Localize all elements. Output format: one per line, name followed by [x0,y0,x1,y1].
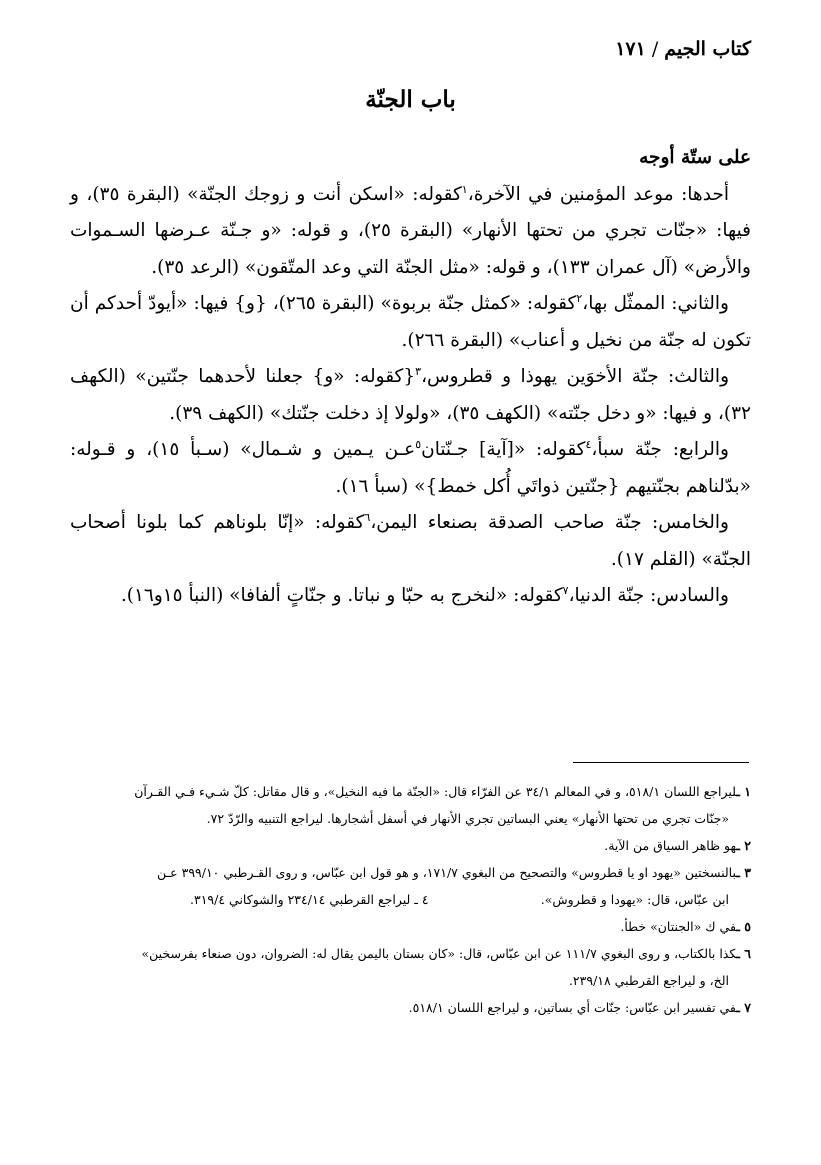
p5-line1b: كقوله: «إنّا بلوناهم كما بلونا أصحاب [70,512,365,533]
footnote-2 [70,832,751,859]
footnote-6-number: ٦ ـ [736,946,751,961]
footnote-1-continued: «جنّات تجري من تحتها الأنهار» يعني البساتين تجري الأنهار في أسفل أشجارها. ليراجع التنبيه والرّدّ ٧٢. [206,811,729,826]
intro-heading: على ستّة أوجه [639,147,751,168]
footnote-divider [573,762,749,763]
p4-line1: والرابع: جنّة سبأ، [591,439,729,460]
footnote-7-number: ٧ ـ [736,1000,751,1015]
footnote-ref-6[interactable]: ٦ [364,510,371,524]
paragraph-6 [70,578,751,615]
footnote-1 [70,778,751,805]
p6-line1b: كقوله: «لنخرج به حبّا و نباتا. و جنّاتٍ ألفافا» (النبأ ١٥و١٦). [120,585,563,606]
footnote-2-text: هو ظاهر السياق من الآية. [604,838,737,853]
p4-line2: «بدّلناهم بجنّتيهم {جنّتين ذواتَي أُكل خمط}» (سبأ ١٦). [335,475,751,497]
footnote-ref-5[interactable]: ٥ [415,437,422,451]
paragraph-2 [70,286,751,359]
footnote-4: ٤ ـ ليراجع القرطبي ٢٣٤/١٤ والشوكاني ٣١٩/٤. [190,892,429,907]
footnote-1-line1: ليراجع اللسان ٥١٨/١، و في المعالم ٣٤/١ عن الفرّاء قال: «الجنّة ما فيه النخيل»، و قال مقاتل: كلّ شـيء فـي القـرآن [134,784,737,799]
p2-line2: أن تكون له جنّة من نخيل و أعناب» (البقرة ٢٦٦). [70,293,751,351]
footnote-5-text: في ك «الجنتان» خطأ. [620,919,737,934]
footnote-ref-7[interactable]: ٧ [562,583,569,597]
paragraph-5 [70,505,751,578]
footnote-ref-1[interactable]: ١ [461,182,468,196]
footnote-7 [70,994,751,1021]
footnote-7-text: في تفسير ابن عبّاس: جنّات أي بساتين، و ليراجع اللسان ٥١٨/١. [408,1000,737,1015]
running-header [615,38,751,60]
paragraph-3 [70,359,751,432]
footnotes [70,778,751,1021]
chapter-title: باب الجنّة [365,86,456,113]
footnote-ref-2[interactable]: ٢ [576,291,583,305]
footnote-6-continued: الخ، و ليراجع القرطبي ٢٣٩/١٨. [568,973,729,988]
p1-line1: أحدها: موعد المؤمنين في الآخرة، [467,183,729,205]
p1-line3: والأرض» (آل عمران ١٣٣)، و قوله: «مثل الجنّة التي وعد المتّقون» (الرعد ٣٥). [151,256,751,278]
footnote-5 [70,913,751,940]
footnote-1-number: ١ ـ [736,784,751,799]
footnote-3-number: ٣ ـ [736,865,751,880]
footnote-5-number: ٥ ـ [736,919,751,934]
footnote-6 [70,940,751,967]
p1-line2: فيها: «جنّات تجري من تحتها الأنهار» (البقرة ٢٥)، و قوله: «و جـنّة عـرضها السـموات [70,220,751,241]
p4-line1b: كقوله: «[آية] جـنّتان [421,439,586,460]
p4-line1c: عـن يـمين و شـمال» (سـبأ ١٥)، و قـوله: [70,439,416,460]
p3-line1: والثالث: جنّة الأخوَين يهوذا و قطروس، [421,366,730,387]
paragraph-4 [70,432,751,505]
header-separator: / [651,38,659,60]
p2-line1: والثاني: الممثّل بها، [582,293,729,314]
footnote-3-line1: بالنسختين «يهود او يا قطروس» والتصحيح من البغوي ١٧١/٧، و هو قول ابن عبّاس، و روى القـرطبي ٣٩٩/١٠ عـن [157,865,737,880]
footnote-ref-4[interactable]: ٤ [585,437,592,451]
body-text [70,140,751,615]
footnote-3-4-line [70,886,751,913]
paragraph-1 [70,177,751,287]
page-number: ١٧١ [615,38,646,60]
footnote-6-line1: كذا بالكتاب، و روى البغوي ١١١/٧ عن ابن عبّاس، قال: «كان بستان باليمن يقال له: الضروان، دون صنعاء بفرسخين» [141,946,737,961]
p6-line1: والسادس: جنّة الدنيا، [568,585,729,606]
footnote-2-number: ٢ ـ [736,838,751,853]
p3-line1b: {كقوله: «و} جعلنا لأحدهما جنّتين» (الكهف [70,366,416,387]
footnote-ref-3[interactable]: ٣ [415,364,422,378]
book-title: كتاب الجيم [664,38,751,60]
p5-line2: الجنّة» (القلم ١٧). [610,548,751,570]
p5-line1: والخامس: جنّة صاحب الصدقة بصنعاء اليمن، [370,512,729,533]
footnote-3 [70,859,751,886]
p2-line1b: كقوله: «كمثل جنّة بربوة» (البقرة ٢٦٥)، {و} فيها: «أيودّ أحدكم [94,293,577,314]
p3-line2: ٣٢)، و فيها: «و دخل جنّته» (الكهف ٣٥)، «ولولا إذ دخلت جنّتك» (الكهف ٣٩). [169,402,751,424]
p1-line1b: كقوله: «اسكن أنت و زوجك الجنّة» (البقرة ٣٥)، و [70,183,462,205]
footnote-3-line2: ابن عبّاس، قال: «يهودا و قطروش». [540,892,729,907]
